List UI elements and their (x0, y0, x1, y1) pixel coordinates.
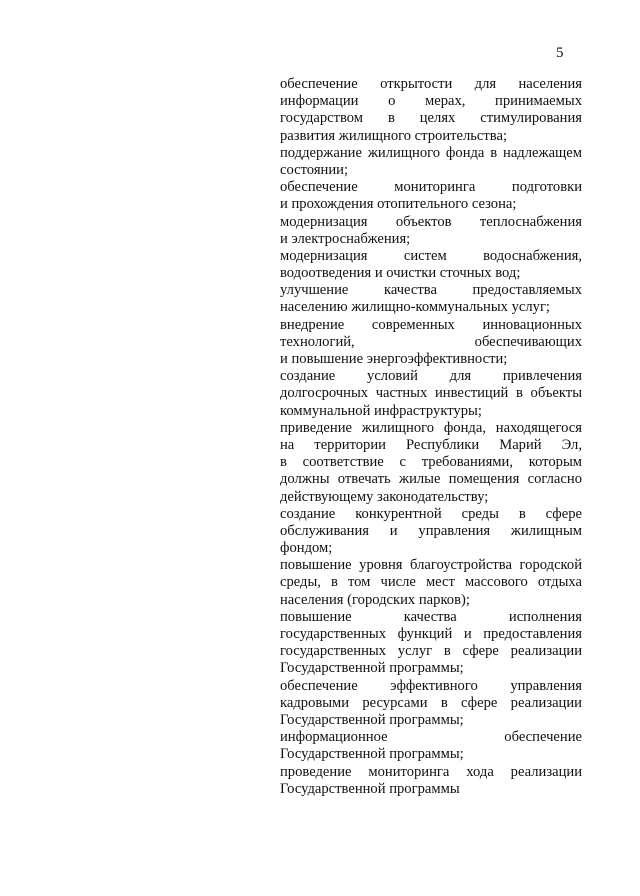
text-line: проведение мониторинга хода реализации (280, 763, 582, 780)
text-line: водоотведения и очистки сточных вод; (280, 265, 521, 282)
text-line: повышение качества исполнения (280, 608, 582, 625)
text-line: должны отвечать жилые помещения согласно (280, 471, 582, 488)
text-line: создание конкурентной среды в сфере (280, 505, 582, 522)
text-line: модернизация объектов теплоснабжения (280, 213, 582, 230)
task-item (280, 609, 582, 678)
text-line: обеспечение мониторинга подготовки (280, 179, 582, 196)
task-item (280, 557, 582, 609)
text-line: информации о мерах, принимаемых (280, 93, 582, 110)
text-line: развития жилищного строительства; (280, 127, 508, 144)
text-line: долгосрочных частных инвестиций в объекты (280, 385, 582, 402)
text-line: модернизация систем водоснабжения, (280, 247, 582, 264)
task-item (280, 248, 582, 282)
text-line: создание условий для привлечения (280, 368, 582, 385)
text-line: Государственной программы; (280, 660, 464, 677)
text-line: государственных функций и предоставления (280, 626, 582, 642)
text-line: приведение жилищного фонда, находящегося (280, 419, 582, 436)
task-item (280, 678, 582, 730)
text-line: обеспечение эффективного управления (280, 677, 582, 694)
text-line: поддержание жилищного фонда в надлежащем (280, 144, 582, 161)
task-item (280, 214, 582, 248)
text-line: технологий, обеспечивающих (280, 333, 582, 350)
text-line: Государственной программы (280, 780, 460, 797)
text-line: населению жилищно-коммунальных услуг; (280, 299, 550, 316)
text-line: коммунальной инфраструктуры; (280, 402, 482, 419)
task-item (280, 179, 582, 213)
text-line: государственных услуг в сфере реализации (280, 643, 582, 660)
text-line: кадровыми ресурсами в сфере реализации (280, 694, 582, 711)
task-item (280, 282, 582, 316)
page-number: 5 (556, 45, 564, 61)
text-line: информационное обеспечение (280, 729, 582, 746)
task-item (280, 729, 582, 763)
text-line: Государственной программы; (280, 746, 464, 763)
task-item (280, 506, 582, 558)
text-line: действующему законодательству; (280, 488, 489, 505)
text-line: государством в целях стимулирования (280, 110, 582, 127)
text-line: среды, в том числе мест массового отдыха (280, 574, 582, 591)
text-line: Государственной программы; (280, 711, 464, 728)
text-line: обслуживания и управления жилищным (280, 522, 582, 539)
text-line: в соответствие с требованиями, которым (280, 454, 582, 471)
text-line: повышение уровня благоустройства городской (280, 557, 582, 574)
text-line: на территории Республики Марий Эл, (280, 436, 582, 453)
task-item (280, 764, 582, 798)
task-item (280, 420, 582, 506)
task-item (280, 317, 582, 369)
text-line: улучшение качества предоставляемых (280, 282, 582, 299)
text-line: фондом; (280, 540, 333, 557)
text-line: и повышение энергоэффективности; (280, 351, 508, 367)
text-line: обеспечение открытости для населения (280, 76, 582, 92)
task-item (280, 368, 582, 420)
text-line: и прохождения отопительного сезона; (280, 196, 517, 213)
text-line: внедрение современных инновационных (280, 316, 582, 333)
text-line: состоянии; (280, 161, 349, 178)
text-line: населения (городских парков); (280, 591, 470, 608)
task-item (280, 145, 582, 179)
task-item (280, 76, 582, 145)
task-list (280, 76, 582, 798)
text-line: и электроснабжения; (280, 230, 411, 247)
